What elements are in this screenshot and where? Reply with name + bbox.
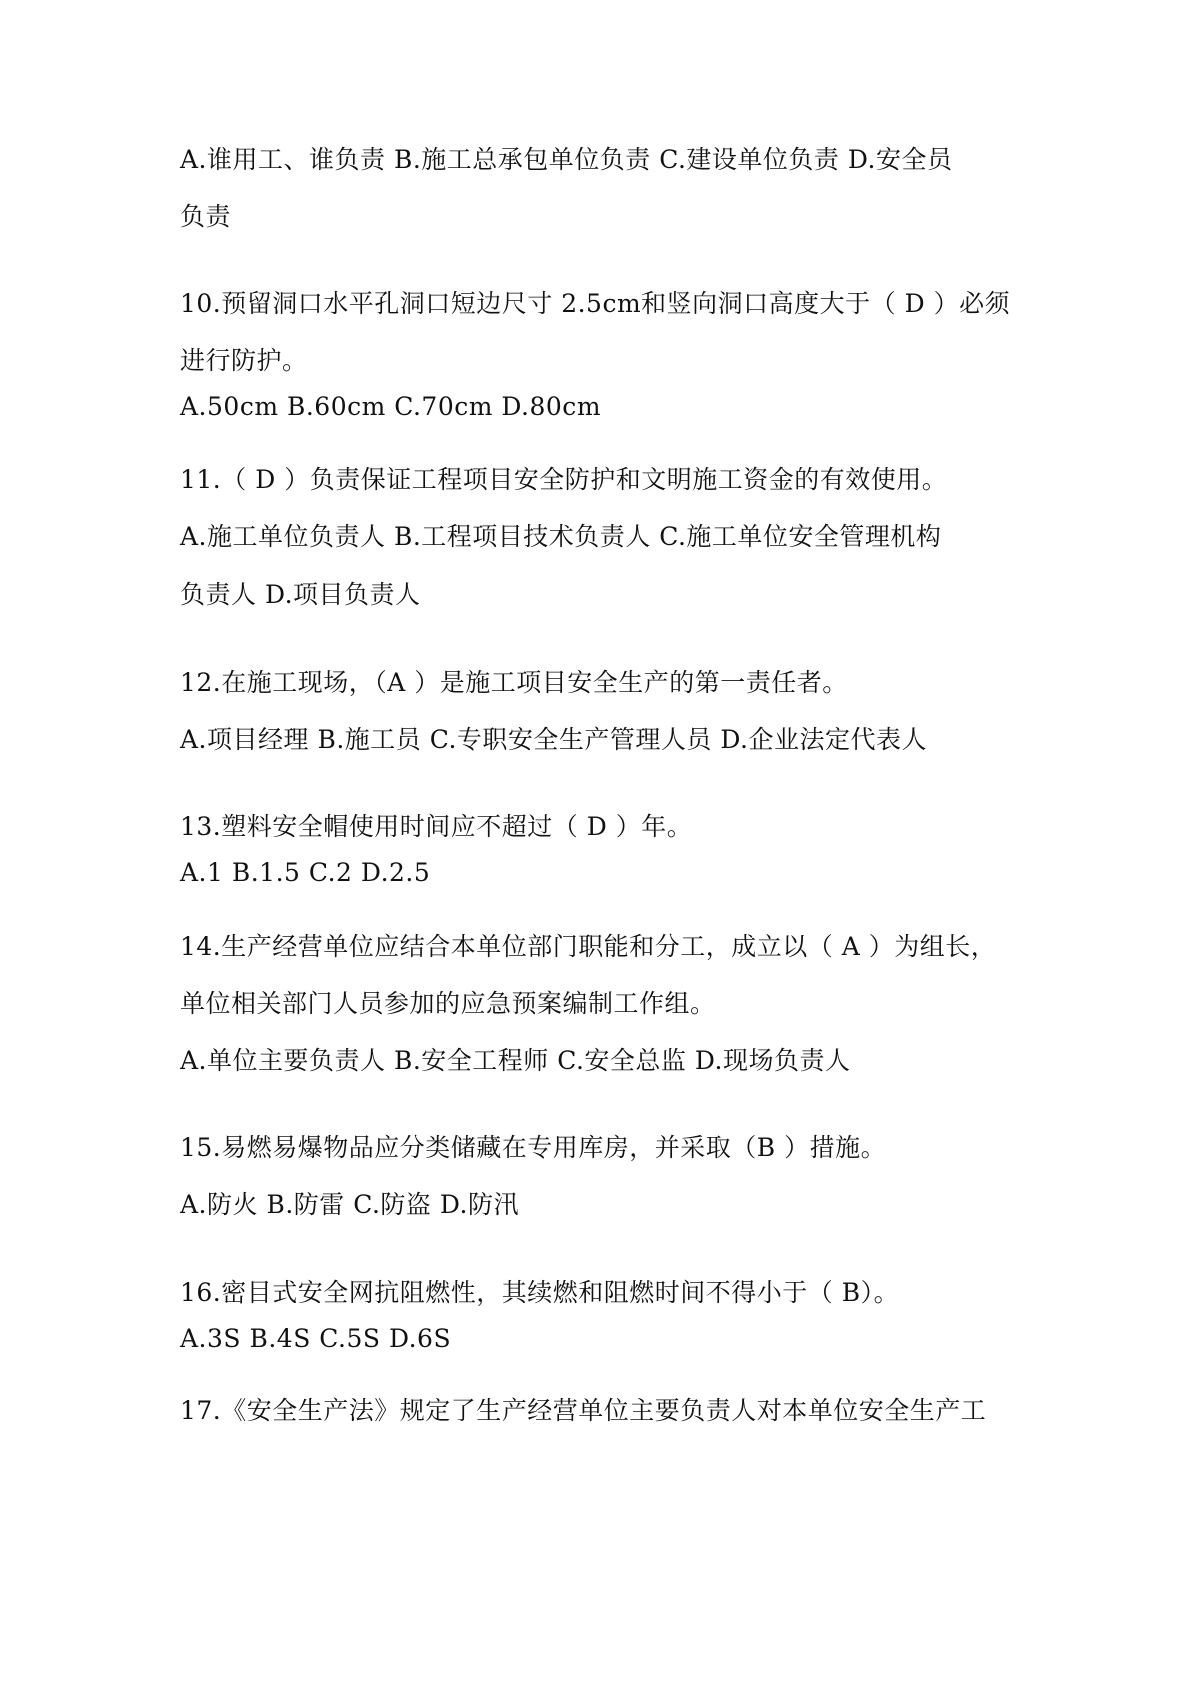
q12-options: A.项目经理 B.施工员 C.专职安全生产管理人员 D.企业法定代表人 [180,725,927,754]
q10-options: A.50cm B.60cm C.70cm D.80cm [180,392,602,421]
q12-question: 12.在施工现场，（A ）是施工项目安全生产的第一责任者。 [180,668,848,697]
q15-options: A.防火 B.防雷 C.防盗 D.防汛 [180,1190,519,1219]
q15-question: 15.易燃易爆物品应分类储藏在专用库房，并采取（B ）措施。 [180,1133,887,1162]
q11-options-line1: A.施工单位负责人 B.工程项目技术负责人 C.施工单位安全管理机构 [180,522,942,551]
q13-question: 13.塑料安全帽使用时间应不超过（ D ）年。 [180,812,693,841]
q14-question-line1: 14.生产经营单位应结合本单位部门职能和分工，成立以（ A ）为组长， [180,932,997,961]
q14-question-line2: 单位相关部门人员参加的应急预案编制工作组。 [180,989,716,1018]
q11-question: 11.（ D ）负责保证工程项目安全防护和文明施工资金的有效使用。 [180,465,948,494]
q16-question: 16.密目式安全网抗阻燃性，其续燃和阻燃时间不得小于（ B）。 [180,1278,900,1307]
q13-options: A.1 B.1.5 C.2 D.2.5 [180,858,431,887]
q10-question-line2: 进行防护。 [180,346,308,375]
q14-options: A.单位主要负责人 B.安全工程师 C.安全总监 D.现场负责人 [180,1046,851,1075]
q9-options-line2: 负责 [180,202,232,231]
q9-options-line1: A.谁用工、谁负责 B.施工总承包单位负责 C.建设单位负责 D.安全员 [180,145,953,174]
q11-options-line2: 负责人 D.项目负责人 [180,580,421,609]
q16-options: A.3S B.4S C.5S D.6S [180,1324,452,1353]
q17-question-line1: 17.《安全生产法》规定了生产经营单位主要负责人对本单位安全生产工 [180,1396,987,1425]
q10-question-line1: 10.预留洞口水平孔洞口短边尺寸 2.5cm和竖向洞口高度大于（ D ）必须 [180,289,1011,318]
